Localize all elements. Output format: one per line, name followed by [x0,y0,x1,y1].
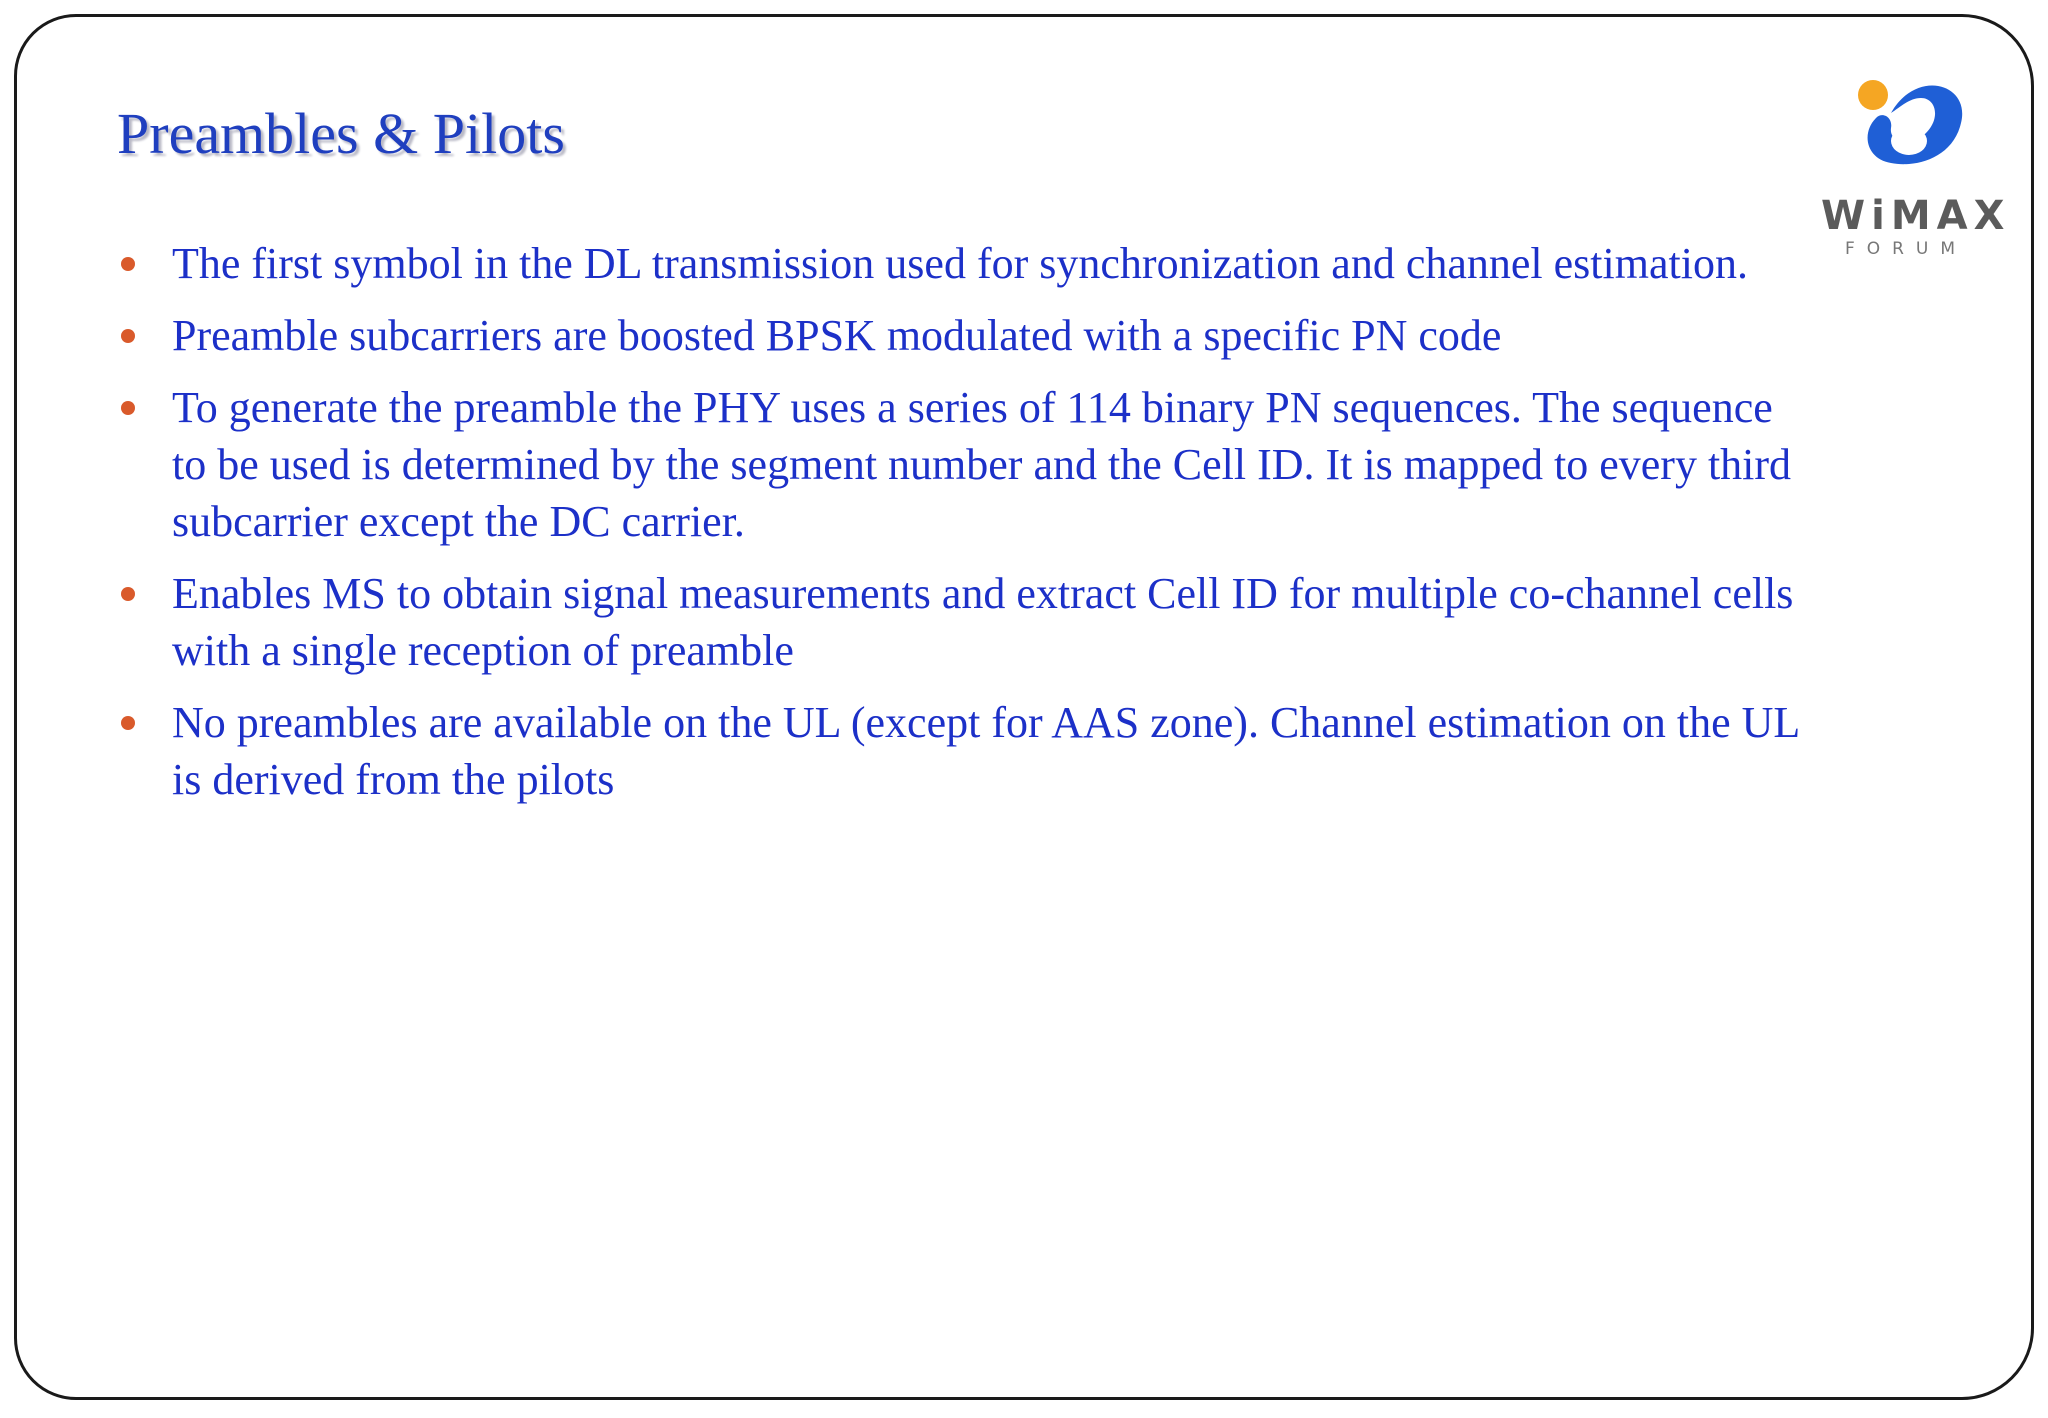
bullet-dot-icon [121,329,135,343]
bullet-dot-icon [121,257,135,271]
bullet-list [117,235,1817,823]
logo-subtitle: FORUM [1844,239,1968,259]
bullet-item [117,379,1817,550]
bullet-text: Enables MS to obtain signal measurements and extract Cell ID for multiple co-channel cells with a single reception of preamble [172,569,1794,675]
bullet-text: No preambles are available on the UL (except for AAS zone). Channel estimation on the UL is derived from the pilots [172,698,1799,804]
bullet-item [117,307,1817,364]
logo-wordmark: WiMAX [1821,193,2011,239]
bullet-dot-icon [121,587,135,601]
bullet-text: Preamble subcarriers are boosted BPSK modulated with a specific PN code [172,311,1502,360]
bullet-item [117,565,1817,679]
bullet-text: To generate the preamble the PHY uses a series of 114 binary PN sequences. The sequence to be used is determined by the segment number and the Cell ID. It is mapped to every third subcarrier except the DC carrier. [172,383,1792,546]
wimax-forum-logo [1821,73,2011,263]
bullet-item [117,694,1817,808]
wimax-logo-icon [1821,73,1991,193]
bullet-text: The first symbol in the DL transmission used for synchronization and channel estimation. [172,239,1748,288]
slide-title: Preambles & Pilots [117,101,565,166]
bullet-item [117,235,1817,292]
bullet-dot-icon [121,401,135,415]
bullet-dot-icon [121,716,135,730]
slide-frame [14,14,2034,1400]
